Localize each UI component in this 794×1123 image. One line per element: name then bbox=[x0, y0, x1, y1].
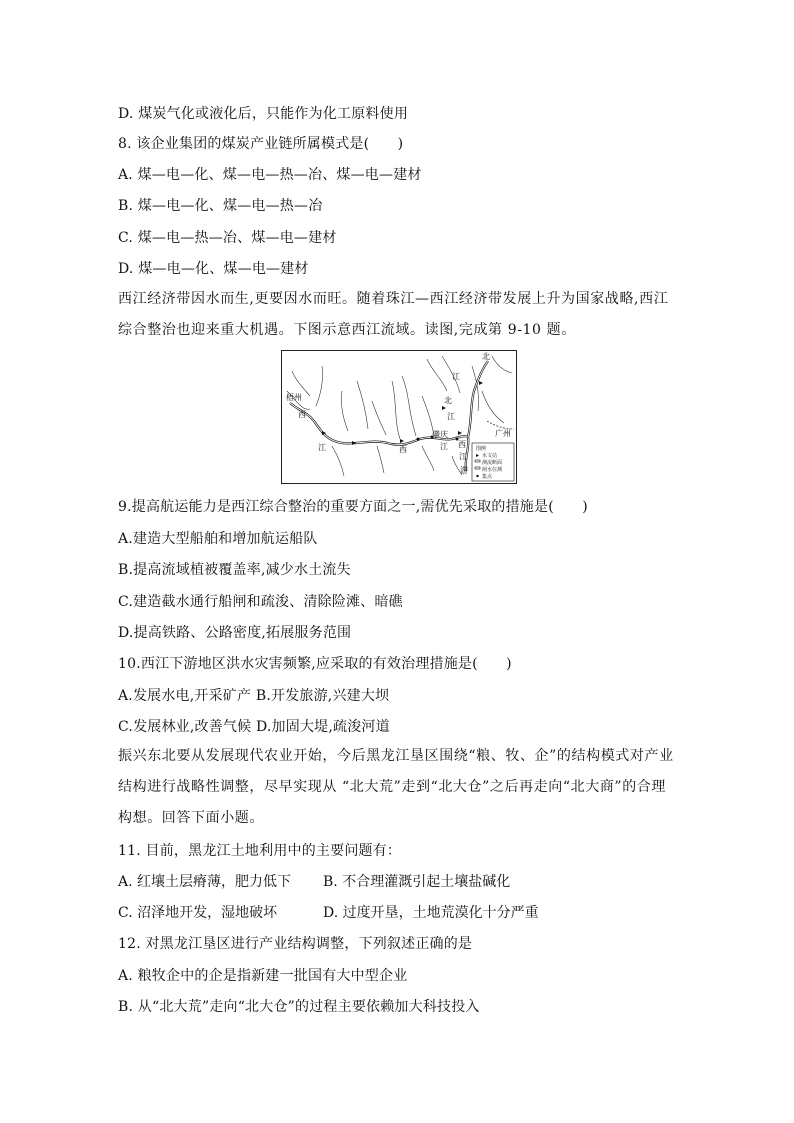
q11-stem: 11. 目前，黑龙江土地利用中的主要问题有： bbox=[118, 843, 402, 859]
label-wuzhou: 梧州 bbox=[286, 393, 302, 402]
label-you: 游 bbox=[460, 466, 468, 475]
map-legend bbox=[472, 443, 514, 481]
passage-heilongjiang: 振兴东北要从发展现代农业开始，今后黑龙江垦区围绕“粮、牧、企”的结构模式对产业结构进行战略性调整，尽早实现从 “北大荒”走到“北大仓”之后再走向“北大商”的合理构想。回答下面小题。 bbox=[118, 748, 674, 826]
label-bei-2: 北 bbox=[444, 396, 452, 405]
q10-options-cd: C.发展林业,改善气候 D.加固大堤,疏浚河道 bbox=[118, 719, 390, 735]
label-zhaoqing: 肇庆 bbox=[432, 430, 448, 439]
q12-stem: 12. 对黑龙江垦区进行产业结构调整，下列叙述正确的是 bbox=[118, 936, 473, 952]
q9-option-d: D.提高铁路、公路密度,拓展服务范围 bbox=[118, 625, 352, 641]
passage-xijiang: 西江经济带因水而生,更要因水而旺。随着珠江—西江经济带发展上升为国家战略,西江综合整治也迎来重大机遇。下图示意西江流域。读图,完成第 9-10 题。 bbox=[118, 291, 669, 338]
legend-item-1: 水文站 bbox=[482, 453, 498, 459]
q11-option-b: B. 不合理灌溉引起土壤盐碱化 bbox=[323, 874, 511, 890]
q9-option-c: C.建造截水通行船闸和疏浚、清除险滩、暗礁 bbox=[118, 594, 403, 610]
q12-option-a: A. 粮牧企中的企是指新建一批国有大中型企业 bbox=[118, 968, 408, 984]
q9-option-b: B.提高流域植被覆盖率,减少水土流失 bbox=[118, 562, 351, 578]
station-markers bbox=[322, 381, 483, 445]
label-guangzhou: 广州 bbox=[495, 429, 511, 438]
q11-options-row-1 bbox=[118, 872, 511, 892]
q7-option-d: D. 煤炭气化或液化后，只能作为化工原料使用 bbox=[118, 106, 409, 122]
q9-stem: 9.提高航运能力是西江综合整治的重要方面之一,需优先采取的措施是( ) bbox=[118, 499, 588, 515]
q10-stem: 10.西江下游地区洪水灾害频繁,应采取的有效治理措施是( ) bbox=[118, 656, 512, 672]
q8-option-d: D. 煤—电—化、煤—电—建材 bbox=[118, 261, 309, 277]
legend-title: 图例 bbox=[476, 446, 487, 452]
q11-option-c: C. 沼泽地开发，湿地破坏 bbox=[118, 905, 278, 921]
label-bei-1: 北 bbox=[482, 352, 490, 361]
label-jiang-1: 江 bbox=[318, 443, 326, 452]
label-jiang-3: 江 bbox=[452, 372, 460, 381]
q8-option-c: C. 煤—电—热—冶、煤—电—建材 bbox=[118, 230, 337, 246]
q11-options-row-2 bbox=[118, 903, 539, 923]
label-xi-1: 西 bbox=[298, 410, 306, 419]
label-jiang-2: 江 bbox=[440, 442, 448, 451]
q10-options-ab: A.发展水电,开采矿产 B.开发旅游,兴建大坝 bbox=[118, 688, 390, 704]
label-jiang-4: 江 bbox=[447, 412, 455, 421]
label-jiang-5: 江 bbox=[459, 452, 467, 461]
legend-item-2: 测流断面 bbox=[482, 460, 503, 466]
legend-item-3: 闸水位测 bbox=[482, 467, 503, 473]
q8-stem: 8. 该企业集团的煤炭产业链所属模式是( ) bbox=[118, 136, 404, 152]
q8-option-b: B. 煤—电—化、煤—电—热—冶 bbox=[118, 198, 323, 214]
legend-point-icon bbox=[476, 475, 478, 477]
q9-option-a: A.建造大型船舶和增加航运船队 bbox=[118, 531, 318, 547]
xijiang-basin-map bbox=[281, 350, 517, 484]
q11-option-d: D. 过度开垦，土地荒漠化十分严重 bbox=[323, 905, 539, 921]
legend-item-4: 集点 bbox=[482, 474, 493, 480]
q8-option-a: A. 煤—电—化、煤—电—热—冶、煤—电—建材 bbox=[118, 167, 422, 183]
map-svg bbox=[282, 351, 516, 483]
label-xi-3: 西 bbox=[458, 440, 466, 449]
q12-option-b: B. 从“北大荒”走向“北大仓”的过程主要依赖加大科技投入 bbox=[118, 999, 480, 1015]
label-xi-2: 西 bbox=[399, 445, 407, 454]
boundary-line bbox=[487, 421, 514, 429]
q11-option-a: A. 红壤土层瘠薄，肥力低下 bbox=[118, 874, 292, 890]
